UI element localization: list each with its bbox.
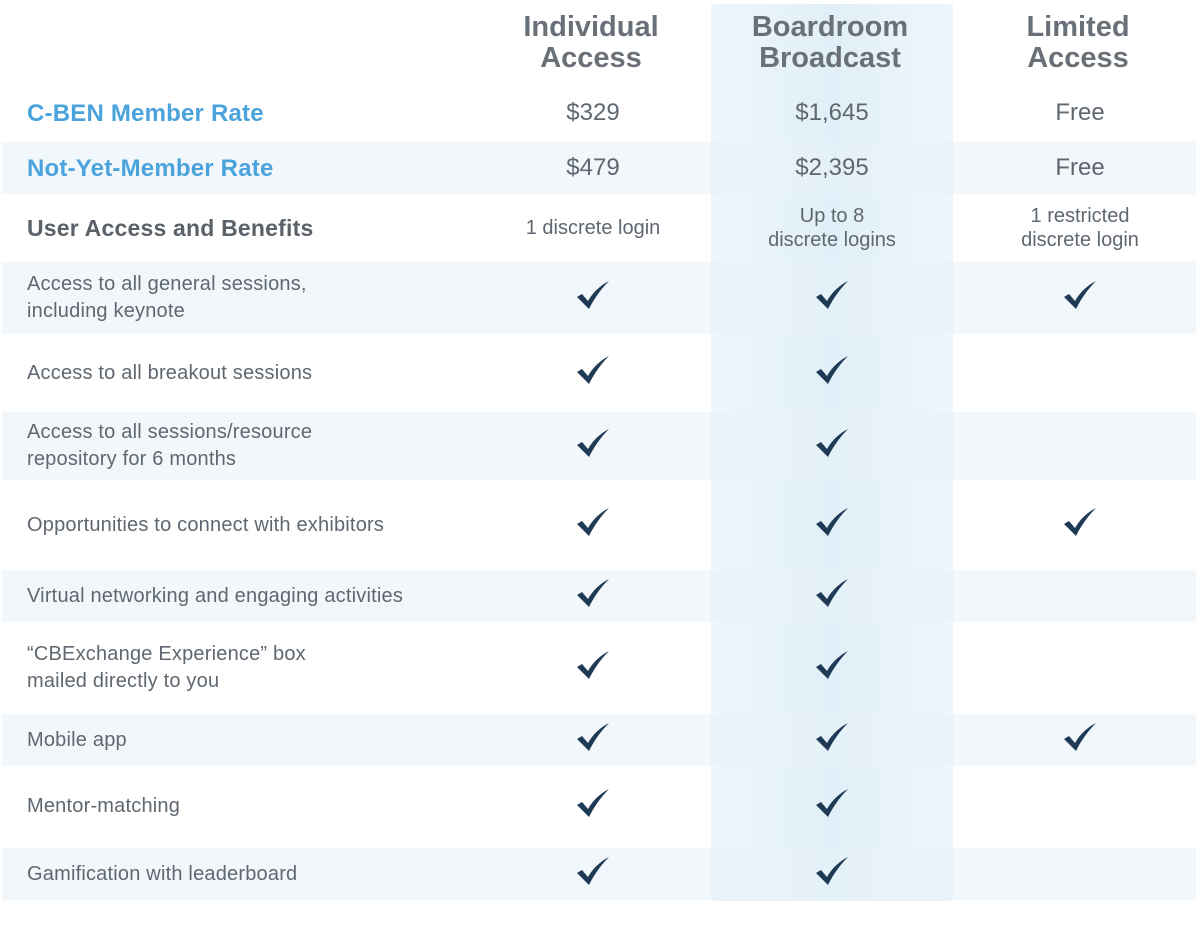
row-label: C-BEN Member Rate — [27, 99, 264, 127]
column-header-line: Boardroom — [751, 11, 909, 43]
checkmark-icon — [814, 355, 850, 385]
column-header-line: Access — [540, 42, 642, 74]
non-member-rate-row — [2, 142, 1196, 194]
column-header-limited — [957, 12, 1199, 74]
feature-cell-individual — [472, 355, 714, 391]
checkmark-icon — [575, 428, 611, 458]
checkmark-icon — [575, 722, 611, 752]
access-boardroom — [711, 204, 953, 252]
feature-label-line: Gamification with leaderboard — [27, 862, 298, 885]
feature-cell-boardroom — [711, 722, 953, 758]
user-access-row — [2, 196, 1196, 260]
checkmark-icon — [575, 856, 611, 886]
checkmark-icon — [814, 788, 850, 818]
column-header-boardroom — [709, 12, 951, 74]
row-label: User Access and Benefits — [27, 214, 314, 241]
feature-label-line: Mentor-matching — [27, 794, 181, 817]
checkmark-icon — [1062, 507, 1098, 537]
feature-cell-boardroom — [711, 856, 953, 892]
checkmark-icon — [575, 355, 611, 385]
feature-row — [2, 624, 1196, 712]
checkmark-icon — [814, 428, 850, 458]
feature-row — [2, 714, 1196, 766]
checkmark-icon — [814, 578, 850, 608]
price-individual: $479 — [566, 154, 620, 181]
feature-cell-limited — [959, 507, 1200, 543]
feature-cell-individual — [472, 428, 714, 464]
feature-label-line: repository for 6 months — [27, 448, 237, 470]
column-header-line: Limited — [1026, 11, 1130, 43]
price-boardroom: $2,395 — [795, 154, 869, 181]
feature-cell-limited — [959, 722, 1200, 758]
feature-label — [27, 641, 306, 695]
feature-label — [27, 861, 297, 888]
feature-cell-boardroom — [711, 507, 953, 543]
column-header-individual — [470, 12, 712, 74]
feature-cell-individual — [472, 856, 714, 892]
feature-cell-individual — [472, 722, 714, 758]
access-line: 1 restricted — [1030, 205, 1130, 227]
price-boardroom: $1,645 — [795, 99, 869, 126]
access-line: discrete logins — [768, 229, 896, 251]
checkmark-icon — [575, 578, 611, 608]
checkmark-icon — [1062, 722, 1098, 752]
feature-label — [27, 793, 180, 820]
feature-cell-individual — [472, 788, 714, 824]
checkmark-icon — [814, 856, 850, 886]
feature-label — [27, 360, 312, 387]
feature-label-line: including keynote — [27, 300, 185, 322]
access-line: Up to 8 — [799, 205, 865, 227]
feature-cell-boardroom — [711, 578, 953, 614]
feature-row — [2, 336, 1196, 410]
column-header-line: Broadcast — [759, 42, 901, 74]
feature-label-line: “CBExchange Experience” box — [27, 643, 306, 665]
price-individual: $329 — [566, 99, 620, 126]
feature-row — [2, 570, 1196, 622]
checkmark-icon — [575, 650, 611, 680]
price-limited: Free — [1055, 99, 1105, 126]
feature-label — [27, 271, 307, 325]
feature-cell-boardroom — [711, 428, 953, 464]
feature-label-line: mailed directly to you — [27, 670, 220, 692]
feature-cell-individual — [472, 280, 714, 316]
access-line: discrete login — [1021, 229, 1139, 251]
feature-cell-individual — [472, 507, 714, 543]
feature-label — [27, 512, 384, 539]
feature-label-line: Access to all sessions/resource — [27, 421, 313, 443]
feature-row — [2, 412, 1196, 480]
feature-label-line: Access to all breakout sessions — [27, 361, 313, 384]
row-label: Not-Yet-Member Rate — [27, 154, 274, 182]
feature-row — [2, 768, 1196, 844]
feature-cell-boardroom — [711, 788, 953, 824]
feature-label — [27, 583, 403, 610]
feature-label-line: Opportunities to connect with exhibitors — [27, 513, 385, 536]
access-line: 1 discrete login — [525, 217, 661, 239]
access-individual — [472, 216, 714, 240]
feature-label — [27, 419, 312, 473]
column-header-line: Individual — [523, 11, 659, 43]
feature-label-line: Virtual networking and engaging activities — [27, 584, 404, 607]
checkmark-icon — [814, 507, 850, 537]
price-limited: Free — [1055, 154, 1105, 181]
checkmark-icon — [814, 650, 850, 680]
access-limited — [959, 204, 1200, 252]
feature-label-line: Mobile app — [27, 728, 127, 751]
checkmark-icon — [575, 280, 611, 310]
checkmark-icon — [575, 507, 611, 537]
feature-cell-limited — [959, 280, 1200, 316]
feature-cell-boardroom — [711, 650, 953, 686]
feature-cell-individual — [472, 578, 714, 614]
checkmark-icon — [814, 722, 850, 752]
feature-row — [2, 482, 1196, 568]
member-rate-row — [2, 86, 1196, 140]
checkmark-icon — [1062, 280, 1098, 310]
feature-label-line: Access to all general sessions, — [27, 273, 307, 295]
feature-cell-boardroom — [711, 355, 953, 391]
feature-cell-individual — [472, 650, 714, 686]
feature-label — [27, 727, 127, 754]
feature-row — [2, 262, 1196, 334]
feature-cell-boardroom — [711, 280, 953, 316]
checkmark-icon — [814, 280, 850, 310]
checkmark-icon — [575, 788, 611, 818]
column-header-line: Access — [1027, 42, 1129, 74]
feature-row — [2, 848, 1196, 900]
